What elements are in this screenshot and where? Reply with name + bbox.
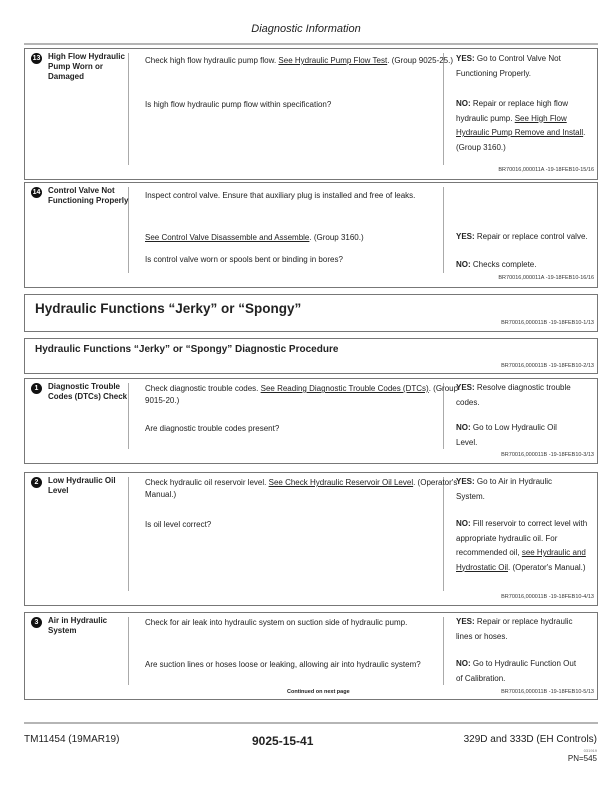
- pn-number: PN=545: [567, 754, 597, 763]
- step-14-box: [24, 182, 598, 288]
- link[interactable]: See Hydraulic Pump Flow Test: [278, 56, 388, 65]
- page-number: 9025-15-41: [252, 734, 314, 748]
- page-header: Diagnostic Information: [251, 23, 361, 35]
- check-text: Inspect control valve. Ensure that auxiliary plug is installed and free of leaks.: [145, 191, 416, 200]
- check-text: Check hydraulic oil reservoir level. See Check Hydraulic Reservoir Oil Level. (Operator's Manual.): [145, 478, 458, 499]
- reference-code: BR70016,000011A -19-18FEB10-15/16: [498, 167, 594, 173]
- question: Are diagnostic trouble codes present?: [145, 424, 280, 433]
- question: Are suction lines or hoses loose or leaking, allowing air into hydraulic system?: [145, 660, 421, 669]
- step-number: 14: [32, 189, 41, 196]
- reference-code: BR70016,000011B -19-18FEB10-4/13: [501, 594, 594, 600]
- no-answer: NO: Checks complete.: [456, 260, 537, 269]
- yes-answer: YES: Go to Control Valve Not Functioning Properly.: [456, 54, 561, 78]
- section-title: Hydraulic Functions “Jerky” or “Spongy”: [35, 301, 302, 316]
- check-text: Check high flow hydraulic pump flow. See Hydraulic Pump Flow Test. (Group 9025-25.): [145, 56, 454, 65]
- manual-number: TM11454 (19MAR19): [24, 734, 120, 745]
- link[interactable]: see Hydraulic and Hydrostatic Oil: [456, 548, 586, 572]
- check-text: Check diagnostic trouble codes. See Reading Diagnostic Trouble Codes (DTCs). (Group 9015-20.): [145, 384, 459, 405]
- step-3-box: [24, 612, 598, 700]
- step-number: 13: [32, 55, 41, 62]
- step-number: 3: [31, 617, 42, 628]
- step-title: Control Valve Not Functioning Properly: [48, 186, 129, 205]
- procedure-heading-box: [24, 338, 598, 374]
- continued-note: Continued on next page: [287, 689, 350, 695]
- step-13-box: [24, 48, 598, 180]
- reference-code: BR70016,000011B -19-18FEB10-5/13: [501, 689, 594, 695]
- reference-code: BR70016,000011B -19-18FEB10-2/13: [501, 363, 594, 369]
- link[interactable]: See High Flow Hydraulic Pump Remove and Install: [456, 113, 584, 137]
- no-answer: NO: Go to Low Hydraulic Oil Level.: [456, 423, 557, 447]
- question: Is high flow hydraulic pump flow within specification?: [145, 100, 332, 109]
- yes-answer: YES: Repair or replace control valve.: [456, 232, 588, 241]
- reference-code: BR70016,000011B -19-18FEB10-3/13: [501, 452, 594, 458]
- see-text: See Control Valve Disassemble and Assemble. (Group 3160.): [145, 233, 364, 242]
- step-title: Diagnostic Trouble Codes (DTCs) Check: [48, 382, 128, 401]
- step-2-box: [24, 472, 598, 606]
- reference-code: BR70016,000011B -19-18FEB10-1/13: [501, 320, 594, 326]
- reference-code: BR70016,000011A -19-18FEB10-16/16: [498, 275, 594, 281]
- step-title: Low Hydraulic Oil Level: [48, 476, 116, 495]
- question: Is oil level correct?: [145, 520, 212, 529]
- footer-rule: [24, 722, 598, 724]
- link[interactable]: See Check Hydraulic Reservoir Oil Level: [268, 478, 414, 487]
- date-code: 031919: [583, 748, 597, 753]
- no-answer: NO: Go to Hydraulic Function Out of Calibration.: [456, 659, 577, 683]
- link[interactable]: See Reading Diagnostic Trouble Codes (DTCs): [260, 384, 429, 393]
- yes-answer: YES: Go to Air in Hydraulic System.: [456, 477, 553, 501]
- step-number: 2: [31, 477, 42, 488]
- header-rule: [24, 43, 598, 45]
- check-text: Check for air leak into hydraulic system on suction side of hydraulic pump.: [145, 618, 408, 627]
- question: Is control valve worn or spools bent or binding in bores?: [145, 255, 343, 264]
- step-number: 1: [31, 383, 42, 394]
- step-title: High Flow Hydraulic Pump Worn or Damaged: [48, 52, 125, 81]
- no-answer: NO: Fill reservoir to correct level with appropriate hydraulic oil. For recommended oil, see Hydraulic and Hydrostatic Oil. (Operator's Manual.): [456, 519, 588, 572]
- step-title: Air in Hydraulic System: [48, 616, 108, 635]
- yes-answer: YES: Repair or replace hydraulic lines or hoses.: [456, 617, 573, 641]
- section-heading-box: [24, 294, 598, 332]
- procedure-title: Hydraulic Functions “Jerky” or “Spongy” Diagnostic Procedure: [35, 344, 339, 355]
- step-1-box: [24, 378, 598, 464]
- link[interactable]: See Control Valve Disassemble and Assemble: [145, 233, 310, 242]
- no-answer: NO: Repair or replace high flow hydraulic pump. See High Flow Hydraulic Pump Remove and Install. (Group 3160.): [456, 99, 586, 152]
- model-name: 329D and 333D (EH Controls): [463, 734, 597, 745]
- yes-answer: YES: Resolve diagnostic trouble codes.: [456, 383, 571, 407]
